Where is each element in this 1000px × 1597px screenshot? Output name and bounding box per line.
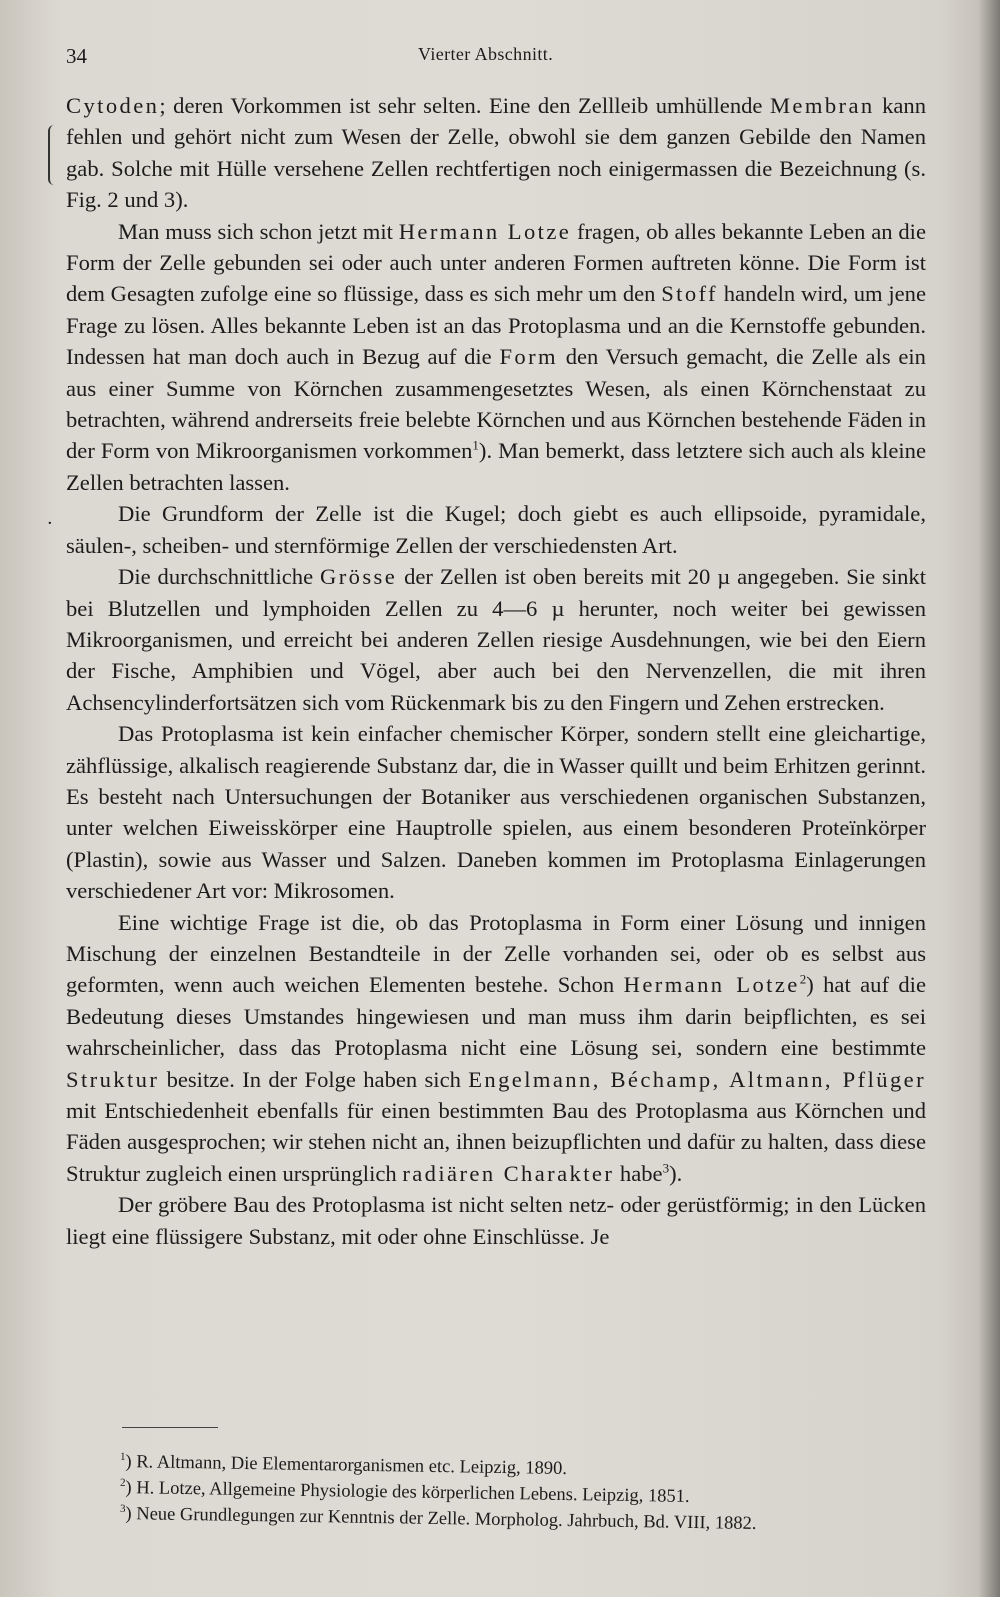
paragraph-2 — [66, 216, 926, 499]
footnote-ref-2[interactable]: 2 — [799, 971, 807, 987]
footnote-text: ) Neue Grundlegungen zur Kenntnis der Zelle. Morpholog. Jahrbuch, Bd. VIII, 1882. — [125, 1504, 757, 1534]
paragraph-1-text-b: kann fehlen und gehört nicht zum Wesen der Zelle, obwohl sie dem ganzen Gebilde den Namen gab. Solche mit Hülle versehene Zellen rechtfertigen noch einigermassen die Bezeichnung (s. Fig. 2 und 3). — [66, 93, 926, 213]
footnotes — [119, 1449, 940, 1534]
paragraph-6-text-e: habe — [614, 1160, 663, 1186]
running-head: Vierter Abschnitt. — [418, 44, 554, 64]
emphasis-form: Form — [499, 344, 558, 370]
emphasis-radiaeren-charakter: radiären Charakter — [402, 1160, 615, 1186]
paragraph-2-text-a: Man muss sich schon jetzt mit — [118, 218, 399, 244]
emphasis-struktur: Struktur — [66, 1066, 160, 1092]
footnote-ref-1[interactable]: 1 — [472, 437, 479, 453]
paragraph-5: Das Protoplasma ist kein einfacher chemischer Körper, sondern stellt eine gleichartige, zähflüssige, alkalisch reagierende Substanz dar, die in Wasser quillt und beim Erhitzen gerinnt. Es besteht nach Untersuchungen der Botaniker aus verschiedenen organischen Substanzen, unter welchen Eiweisskörper eine Hauptrolle spielen, aus einem besonderen Proteïnkörper (Plastin), sowie aus Wasser und Salzen. Daneben kommen im Protoplasma Einlagerungen verschiedener Art vor: Mikrosomen. — [66, 721, 926, 904]
footnote-text: ) R. Altmann, Die Elementarorganismen etc. Leipzig, 1890. — [125, 1452, 568, 1480]
emphasis-authors: Engelmann, Béchamp, Altmann, Pflüger — [468, 1066, 926, 1092]
paragraph-4-text-b: der Zellen ist oben bereits mit 20 µ angegeben. Sie sinkt bei Blutzellen und lymphoiden Zellen zu 4—6 µ herunter, noch weiter bei gewissen Mikroorganismen, und erreicht bei anderen Zellen riesige Ausdehnungen, wie bei den Eiern der Fische, Amphibien und Vögel, aber auch bei den Nervenzellen, die mit ihren Achsencylinderfortsätzen sich vom Rückenmark bis zu den Fingern und Zehen erstrecken. — [66, 564, 926, 715]
paragraph-6-text-a: Eine wichtige Frage ist die, ob das Protoplasma in Form einer Lösung und innigen Mischung der einzelnen Bestandteile in der Zelle vorhanden sei, oder ob es selbst aus geformten, wenn auch weichen Elementen bestehe. Schon — [66, 909, 926, 998]
paragraph-3: Die Grundform der Zelle ist die Kugel; doch giebt es auch ellipsoide, pyramidale, säulen-, scheiben- und sternförmige Zellen der verschiedensten Art. — [66, 501, 926, 558]
paragraph-2-text-d: den Versuch gemacht, die Zelle als ein aus einer Summe von Körnchen zusammengesetztes Wesen, als einen Körnchenstaat zu betrachten, während andrerseits freie belebte Körnchen und aus Körnchen bestehende Fäden in der Form von Mikroorganismen vorkommen — [66, 344, 926, 464]
footnote-mark: 2 — [119, 1476, 126, 1489]
footnote-mark: 1 — [119, 1450, 126, 1463]
body-text — [66, 90, 926, 1252]
paragraph-2-text-c: handeln wird, um jene Frage zu lösen. Alles bekannte Leben ist an das Protoplasma und an die Kernstoffe gebunden. Indessen hat man doch auch in Bezug auf die — [66, 281, 926, 370]
paragraph-1 — [66, 90, 926, 216]
margin-bracket-mark — [48, 125, 56, 185]
footnote-ref-3[interactable]: 3 — [662, 1160, 670, 1176]
page-header — [66, 40, 922, 70]
emphasis-hermann-lotze-2: Hermann Lotze — [623, 972, 800, 998]
page-number: 34 — [66, 44, 87, 68]
paragraph-4 — [66, 561, 926, 718]
paragraph-7: Der gröbere Bau des Protoplasma ist nicht selten netz- oder gerüstförmig; in den Lücken liegt eine flüssigere Substanz, mit oder ohne Einschlüsse. Je — [66, 1192, 926, 1249]
paragraph-6-text-c: besitze. In der Folge haben sich — [159, 1066, 469, 1092]
emphasis-membran: Membran — [769, 93, 875, 118]
paragraph-4-text-a: Die durchschnittliche — [118, 564, 321, 590]
page-edge-shadow — [978, 0, 1000, 1597]
paragraph-2-text-e: ). Man bemerkt, dass letztere sich auch als kleine Zellen betrachten lassen. — [66, 438, 926, 495]
emphasis-hermann-lotze: Hermann Lotze — [398, 218, 572, 244]
paragraph-6-text-f: ). — [669, 1160, 683, 1186]
paragraph-1-text-a: ; deren Vorkommen ist sehr selten. Eine den Zellleib umhüllende — [159, 93, 770, 118]
paragraph-6-text-b: ) hat auf die Bedeutung dieses Umstandes hingewiesen und man muss ihm darin beipflichten, es sei wahrscheinlicher, dass das Protoplasma nicht eine Lösung sei, sondern eine bestimmte — [66, 972, 926, 1061]
emphasis-groesse: Grösse — [320, 564, 398, 590]
footnote-mark: 3 — [119, 1502, 126, 1515]
footnote-text: ) H. Lotze, Allgemeine Physiologie des körperlichen Lebens. Leipzig, 1851. — [125, 1478, 690, 1507]
emphasis-stoff: Stoff — [661, 281, 718, 307]
paragraph-6-text-d: mit Entschiedenheit ebenfalls für einen bestimmten Bau des Protoplasma aus Körnchen und Fäden ausgesprochen; wir stehen nicht an, ihnen beizupflichten und dafür zu halten, dass diese Struktur zugleich einen ursprünglich — [66, 1098, 926, 1186]
paragraph-6 — [66, 907, 926, 1190]
emphasis-cytoden: Cytoden — [66, 93, 160, 118]
footnote-divider — [122, 1427, 218, 1428]
paragraph-2-text-b: fragen, ob alles bekannte Leben an die Form der Zelle gebunden sei oder auch unter anderen Formen auftreten könne. Die Form ist dem Gesagten zufolge eine so flüssige, dass es sich mehr um den — [66, 218, 926, 307]
margin-dot-mark: · — [47, 513, 53, 534]
